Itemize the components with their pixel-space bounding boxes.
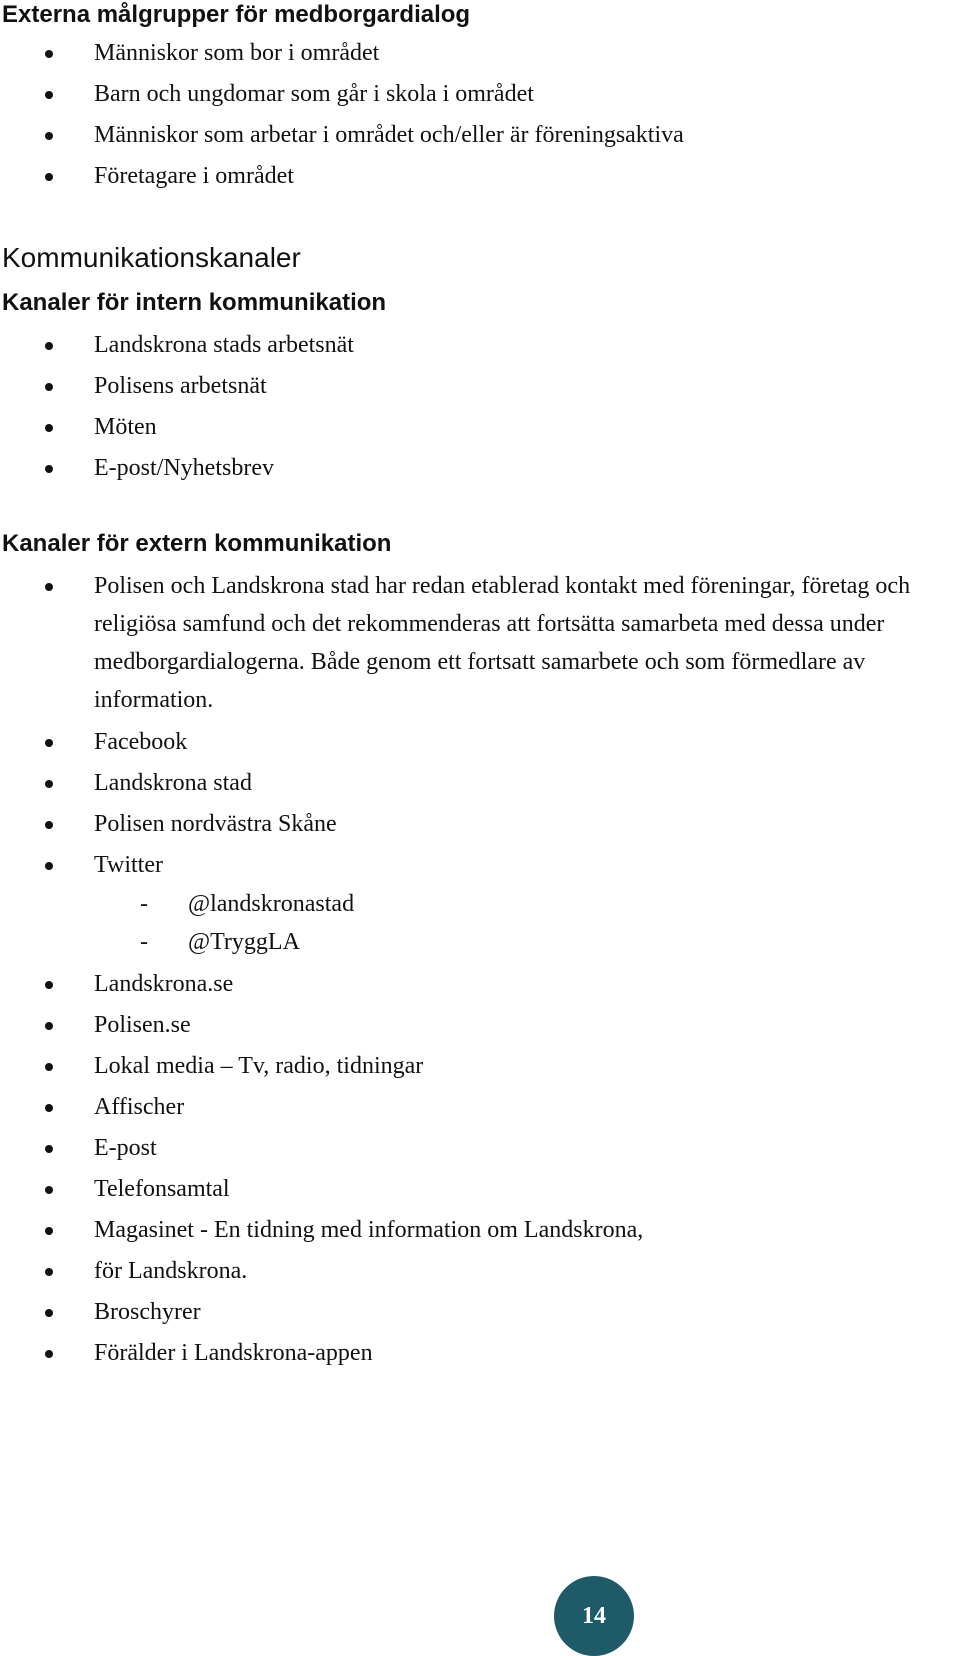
bullet-icon: [45, 1227, 53, 1235]
bullet-icon: [45, 465, 53, 473]
bullet-icon: [45, 50, 53, 58]
list-item: Människor som arbetar i området och/eller är föreningsaktiva: [0, 115, 930, 156]
bullet-icon: [45, 132, 53, 140]
list-item: Telefonsamtal: [0, 1169, 930, 1210]
bullet-icon: [45, 1145, 53, 1153]
list-item: Människor som bor i området: [0, 33, 930, 74]
external-groups-heading: Externa målgrupper för medborgardialog: [2, 1, 471, 28]
bullet-icon: [45, 1063, 53, 1071]
bullet-icon: [45, 1022, 53, 1030]
bullet-icon: [45, 424, 53, 432]
list-item: Polisen.se: [0, 1005, 930, 1046]
bullet-icon: [45, 1350, 53, 1358]
list-item: Polisen nordvästra Skåne: [0, 804, 930, 845]
external-channels-list-b: [0, 964, 930, 1374]
list-item: Polisen och Landskrona stad har redan etablerad kontakt med föreningar, företag och religiösa samfund och det rekommenderas att fortsätta samarbeta med dessa under medborgardialogerna. Både genom ett fortsatt samarbete och som förmedlare av information.: [0, 567, 930, 722]
list-item: Företagare i området: [0, 156, 930, 197]
list-item: Landskrona stad: [0, 763, 930, 804]
bullet-icon: [45, 1104, 53, 1112]
list-item: Affischer: [0, 1087, 930, 1128]
page-number-badge: 14: [554, 1576, 634, 1656]
bullet-icon: [45, 91, 53, 99]
list-item: Broschyrer: [0, 1292, 930, 1333]
bullet-icon: [45, 342, 53, 350]
list-item: för Landskrona.: [0, 1251, 930, 1292]
internal-channels-heading: Kanaler för intern kommunikation: [2, 289, 387, 316]
list-item: Landskrona stads arbetsnät: [0, 325, 930, 366]
external-channels-list-a: [0, 567, 930, 886]
external-groups-list: [0, 33, 930, 197]
list-item: - @landskronastad: [0, 885, 354, 923]
bullet-icon: [45, 583, 53, 591]
bullet-icon: [45, 821, 53, 829]
list-item: Polisens arbetsnät: [0, 366, 930, 407]
bullet-icon: [45, 981, 53, 989]
list-item: Barn och ungdomar som går i skola i området: [0, 74, 930, 115]
list-item: Magasinet - En tidning med information om Landskrona,: [0, 1210, 930, 1251]
twitter-accounts-list: [0, 885, 354, 961]
dash-marker: -: [140, 929, 148, 955]
list-item: Landskrona.se: [0, 964, 930, 1005]
bullet-icon: [45, 1309, 53, 1317]
list-item: Lokal media – Tv, radio, tidningar: [0, 1046, 930, 1087]
bullet-icon: [45, 1268, 53, 1276]
list-item: E-post: [0, 1128, 930, 1169]
bullet-icon: [45, 1186, 53, 1194]
bullet-icon: [45, 383, 53, 391]
external-channels-heading: Kanaler för extern kommunikation: [2, 530, 392, 557]
bullet-icon: [45, 739, 53, 747]
internal-channels-list: [0, 325, 930, 489]
list-item: Twitter: [0, 845, 930, 886]
bullet-icon: [45, 780, 53, 788]
list-item: Möten: [0, 407, 930, 448]
channels-heading: Kommunikationskanaler: [2, 242, 301, 273]
list-item: - @TryggLA: [0, 923, 354, 961]
list-item: Förälder i Landskrona-appen: [0, 1333, 930, 1374]
list-item: Facebook: [0, 722, 930, 763]
bullet-icon: [45, 173, 53, 181]
bullet-icon: [45, 862, 53, 870]
list-item: E-post/Nyhetsbrev: [0, 448, 930, 489]
dash-marker: -: [140, 891, 148, 917]
